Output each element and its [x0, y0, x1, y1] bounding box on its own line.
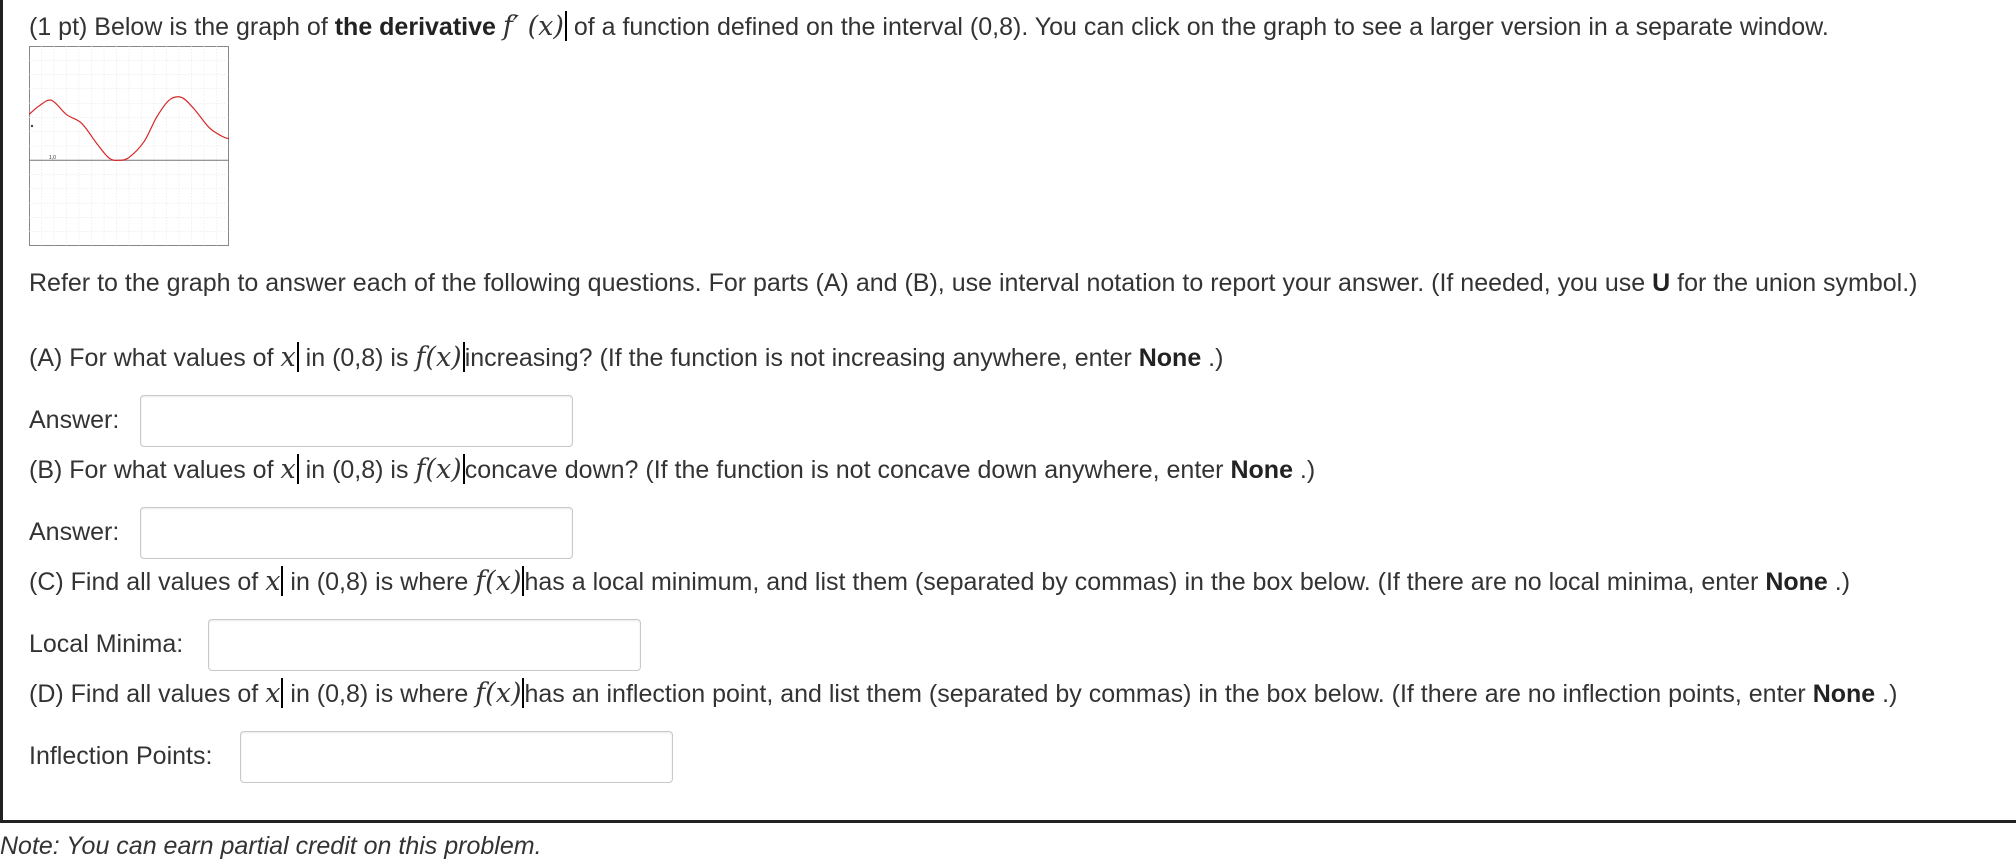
qd-mid: in (0,8) is where	[283, 680, 476, 708]
inflection-points-label: Inflection Points:	[29, 742, 213, 770]
qd-x: x	[265, 678, 281, 709]
question-d	[29, 678, 1897, 709]
derivative-graph[interactable]	[29, 46, 229, 246]
question-c	[29, 566, 1850, 597]
qa-end: .)	[1201, 344, 1224, 372]
instructions	[29, 268, 1918, 298]
y-axis-marker	[31, 125, 33, 127]
qb-fx: f(x)	[415, 454, 462, 485]
qa-pre: (A) For what values of	[29, 344, 281, 372]
qa-post: increasing? (If the function is not increasing anywhere, enter	[464, 344, 1139, 372]
qd-end: .)	[1875, 680, 1898, 708]
question-a	[29, 342, 1223, 373]
qb-none: None	[1230, 456, 1293, 484]
intro-rest: of a function defined on the interval (0,8). You can click on the graph to see a larger version in a separate window.	[573, 13, 1829, 41]
answer-b-input[interactable]	[140, 507, 573, 559]
qa-x: x	[280, 342, 296, 373]
qb-post: concave down? (If the function is not concave down anywhere, enter	[464, 456, 1231, 484]
qc-none: None	[1765, 568, 1828, 596]
axis-tick-label: 1,0	[49, 154, 56, 161]
qc-pre: (C) Find all values of	[29, 568, 266, 596]
qa-mid: in (0,8) is	[298, 344, 416, 372]
intro-bold: the derivative	[334, 13, 496, 41]
qb-mid: in (0,8) is	[298, 456, 416, 484]
qb-end: .)	[1292, 456, 1316, 484]
union-symbol-note: U	[1652, 269, 1671, 297]
instructions-text: Refer to the graph to answer each of the following questions. For parts (A) and (B), use interval notation to report your answer. (If needed, you use	[29, 269, 1653, 297]
qc-mid: in (0,8) is where	[283, 568, 476, 596]
qc-end: .)	[1827, 568, 1851, 596]
qb-x: x	[280, 454, 296, 485]
instructions-end: for the union symbol.)	[1670, 269, 1918, 297]
inflection-points-input[interactable]	[240, 731, 673, 783]
qb-pre: (B) For what values of	[29, 456, 281, 484]
qd-post: has an inflection point, and list them (separated by commas) in the box below. (If there are no inflection points, enter	[524, 680, 1813, 708]
qd-fx: f(x)	[475, 678, 522, 709]
qd-none: None	[1812, 680, 1876, 708]
qa-none: None	[1138, 344, 1202, 372]
question-b	[29, 454, 1315, 485]
local-minima-label: Local Minima:	[29, 630, 184, 658]
qc-fx: f(x)	[475, 566, 522, 597]
intro-text: (1 pt) Below is the graph of	[29, 13, 335, 41]
qc-post: has a local minimum, and list them (separated by commas) in the box below. (If there are no local minima, enter	[524, 568, 1766, 596]
answer-a-input[interactable]	[140, 395, 573, 447]
partial-credit-note: Note: You can earn partial credit on this problem.	[0, 832, 542, 860]
qa-fx: f(x)	[415, 342, 462, 373]
local-minima-input[interactable]	[208, 619, 641, 671]
answer-a-label: Answer:	[29, 406, 120, 434]
derivative-symbol: f′ (x)	[502, 11, 564, 42]
answer-b-label: Answer:	[29, 518, 120, 546]
qc-x: x	[265, 566, 281, 597]
qd-pre: (D) Find all values of	[29, 680, 266, 708]
problem-intro	[29, 11, 1829, 42]
